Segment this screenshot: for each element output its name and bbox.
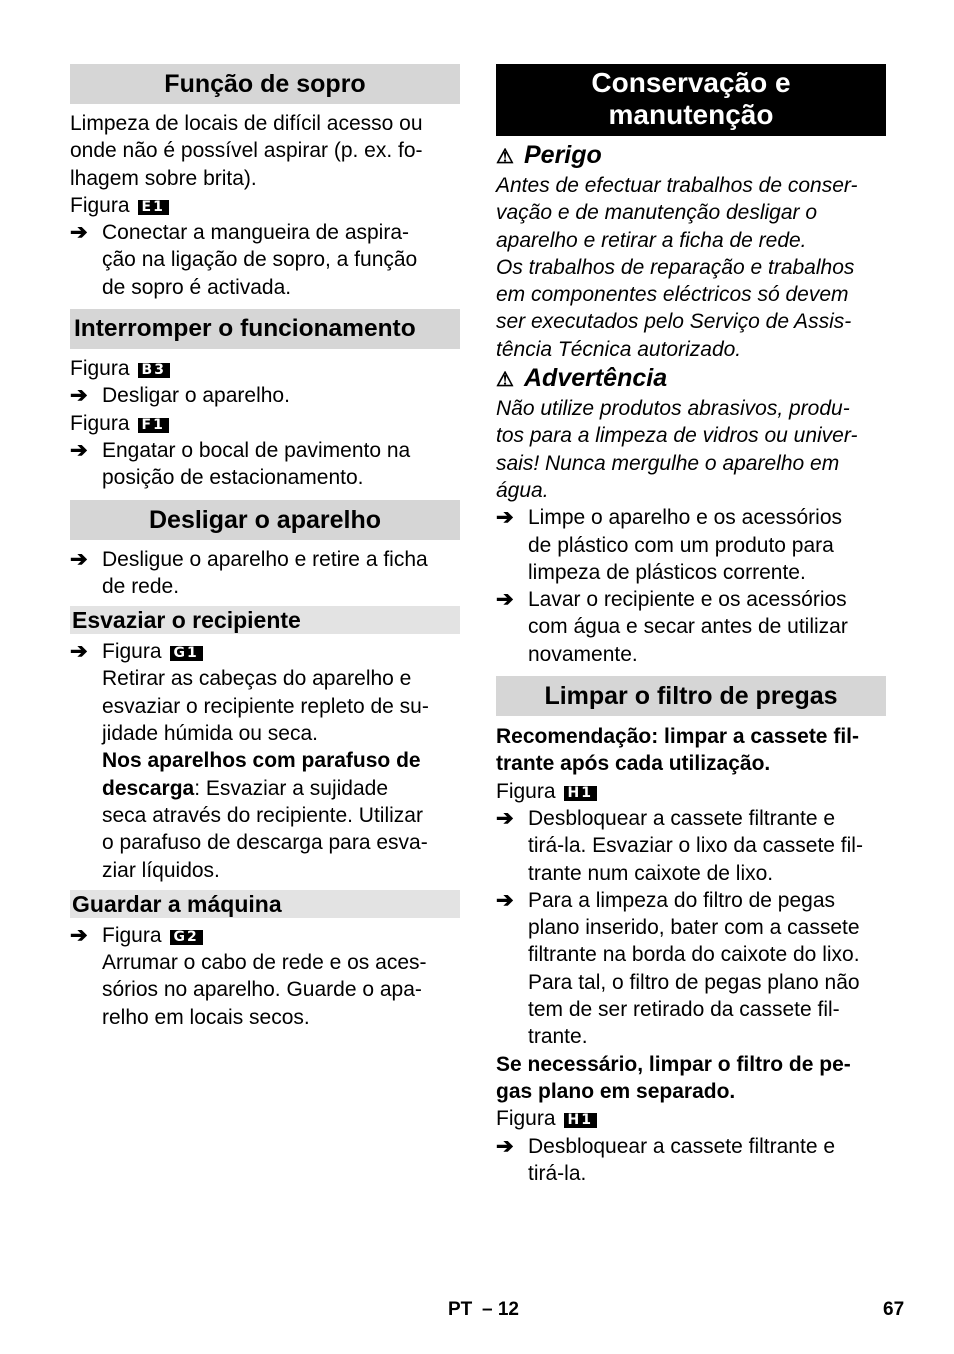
- figure-badge: H1: [564, 1113, 597, 1128]
- figure-badge: B3: [138, 363, 170, 378]
- step-text: Conectar a mangueira de aspira-: [102, 221, 410, 245]
- subheading-esvaziar: Esvaziar o recipiente: [70, 606, 460, 634]
- heading-interromper: Interromper o funcionamento: [70, 309, 460, 349]
- heading-line: manutenção: [608, 99, 774, 130]
- figure-badge: H1: [564, 786, 597, 801]
- step-text: Engatar o bocal de pavimento na: [102, 438, 411, 462]
- step-text: Desligue o aparelho e retire a ficha: [102, 547, 428, 571]
- step-text: sórios no aparelho. Guarde o apa-: [102, 978, 422, 1002]
- figure-badge: E1: [138, 200, 169, 215]
- footer-page-number: 67: [883, 1299, 905, 1320]
- warning-triangle-icon: ⚠: [496, 146, 514, 168]
- step-text: Limpe o aparelho e os acessórios: [528, 506, 843, 530]
- paragraph-line: ser executados pelo Serviço de Assis-: [496, 310, 852, 334]
- step-text: ziar líquidos.: [102, 858, 220, 882]
- paragraph-line: Limpeza de locais de difícil acesso ou: [70, 112, 423, 135]
- step-text: esvaziar o recipiente repleto de su-: [102, 694, 429, 718]
- figure-ref: Figura B3: [70, 355, 460, 382]
- step-item: [496, 1133, 886, 1188]
- arrow-icon: ➔: [496, 1134, 514, 1158]
- step-item: [70, 437, 460, 492]
- paragraph-line: sais! Nunca mergulhe o aparelho em: [496, 451, 840, 475]
- paragraph-line: aparelho e retirar a ficha de rede.: [496, 228, 807, 252]
- figure-ref: Figura G1: [102, 638, 429, 665]
- figure-ref: Figura F1: [70, 410, 460, 437]
- step-text: jidade húmida ou seca.: [102, 722, 318, 746]
- right-column: [496, 64, 886, 1187]
- warning-triangle-icon: ⚠: [496, 369, 514, 392]
- recommendation: gas plano em separado.: [496, 1079, 736, 1103]
- step-text: relho em locais secos.: [102, 1005, 310, 1029]
- step-text: trante num caixote de lixo.: [528, 861, 774, 885]
- footer-language: PT: [448, 1299, 473, 1320]
- step-item: [70, 922, 460, 1031]
- paragraph-line: vação e de manutenção desligar o: [496, 201, 818, 225]
- paragraph-line: lhagem sobre brita).: [70, 166, 257, 190]
- step-item: [70, 219, 460, 301]
- step-text: de plástico com um produto para: [528, 533, 834, 557]
- step-text: com água e secar antes de utilizar: [528, 615, 848, 639]
- paragraph-line: Não utilize produtos abrasivos, produ-: [496, 397, 850, 421]
- figure-badge: G2: [170, 930, 203, 945]
- step-text: Para tal, o filtro de pegas plano não: [528, 970, 860, 994]
- figure-ref: Figura E1: [70, 192, 460, 219]
- step-text: ção na ligação de sopro, a função: [102, 248, 418, 272]
- figure-ref: Figura G2: [102, 922, 427, 949]
- step-text: trante.: [528, 1025, 588, 1049]
- step-text: Lavar o recipiente e os acessórios: [528, 588, 847, 612]
- danger-heading: ⚠ Perigo: [496, 140, 886, 172]
- step-text: Desligar o aparelho.: [102, 384, 290, 408]
- step-text: filtrante na borda do caixote do lixo.: [528, 943, 860, 967]
- paragraph-line: Os trabalhos de reparação e trabalhos: [496, 255, 855, 279]
- arrow-icon: ➔: [496, 888, 514, 912]
- step-text: Desbloquear a cassete filtrante e: [528, 1134, 836, 1158]
- step-text: descarga: Esvaziar a sujidade: [102, 776, 389, 800]
- step-text: de rede.: [102, 574, 180, 598]
- arrow-icon: ➔: [496, 588, 514, 612]
- step-text: seca através do recipiente. Utilizar: [102, 803, 423, 827]
- figure-badge: G1: [170, 646, 203, 661]
- recommendation: trante após cada utilização.: [496, 752, 771, 776]
- step-text: novamente.: [528, 642, 638, 666]
- figure-ref: Figura H1: [496, 1105, 886, 1132]
- step-item: [496, 805, 886, 887]
- step-item: [70, 638, 460, 884]
- step-text: Arrumar o cabo de rede e os aces-: [102, 951, 427, 975]
- footer-local-page: – 12: [482, 1299, 519, 1320]
- step-item: [496, 504, 886, 586]
- step-text: Retirar as cabeças do aparelho e: [102, 667, 412, 691]
- heading-funcao-de-sopro: Função de sopro: [70, 64, 460, 104]
- step-text: limpeza de plásticos corrente.: [528, 560, 806, 584]
- warning-heading: ⚠ Advertência: [496, 363, 886, 395]
- figure-badge: F1: [138, 418, 169, 433]
- recommendation: Recomendação: limpar a cassete fil-: [496, 725, 859, 749]
- left-column: [70, 64, 460, 1031]
- paragraph-line: tos para a limpeza de vidros ou univer-: [496, 424, 858, 448]
- heading-desligar: Desligar o aparelho: [70, 500, 460, 540]
- arrow-icon: ➔: [70, 640, 88, 664]
- step-text: tirá-la.: [528, 1161, 587, 1185]
- heading-line: Conservação e: [591, 67, 791, 98]
- step-text: de sopro é activada.: [102, 275, 292, 299]
- subheading-guardar: Guardar a máquina: [70, 890, 460, 918]
- step-text: plano inserido, bater com a cassete: [528, 916, 860, 940]
- step-text: Nos aparelhos com parafuso de: [102, 749, 421, 773]
- arrow-icon: ➔: [70, 384, 88, 408]
- step-text: o parafuso de descarga para esva-: [102, 831, 428, 855]
- step-text: Para a limpeza do filtro de pegas: [528, 888, 836, 912]
- step-text: posição de estacionamento.: [102, 466, 364, 490]
- step-text: Desbloquear a cassete filtrante e: [528, 806, 836, 830]
- step-item: [496, 586, 886, 668]
- paragraph-line: água.: [496, 478, 549, 502]
- paragraph-line: tência Técnica autorizado.: [496, 337, 742, 361]
- arrow-icon: ➔: [496, 806, 514, 830]
- recommendation: Se necessário, limpar o filtro de pe-: [496, 1052, 851, 1076]
- step-item: [70, 546, 460, 601]
- heading-limpar-filtro: Limpar o filtro de pregas: [496, 676, 886, 716]
- paragraph-line: Antes de efectuar trabalhos de conser-: [496, 174, 858, 197]
- arrow-icon: ➔: [70, 438, 88, 462]
- paragraph-line: em componentes eléctricos só devem: [496, 283, 849, 307]
- step-text: tirá-la. Esvaziar o lixo da cassete fil-: [528, 834, 863, 858]
- paragraph-line: onde não é possível aspirar (p. ex. fo-: [70, 139, 423, 163]
- step-item: [70, 382, 460, 409]
- figure-ref: Figura H1: [496, 778, 886, 805]
- heading-conservacao: [496, 64, 886, 136]
- arrow-icon: ➔: [70, 221, 88, 245]
- arrow-icon: ➔: [496, 506, 514, 530]
- arrow-icon: ➔: [70, 547, 88, 571]
- step-text: tem de ser retirado da cassete fil-: [528, 998, 840, 1022]
- step-item: [496, 887, 886, 1051]
- arrow-icon: ➔: [70, 923, 88, 947]
